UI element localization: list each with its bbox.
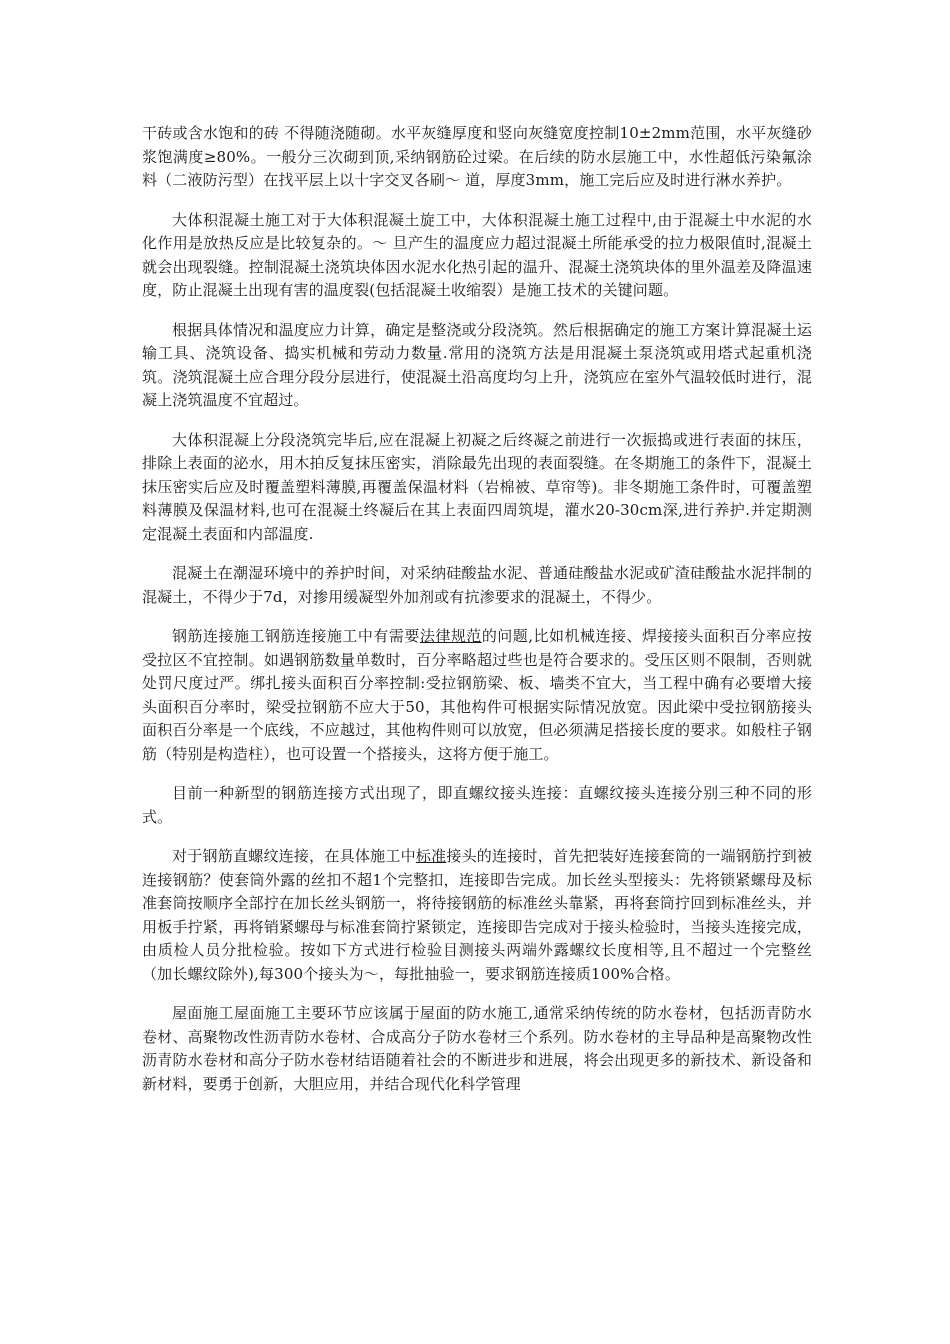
- link-standard[interactable]: 标准: [415, 847, 447, 865]
- paragraph-text: 大体积混凝上分段浇筑完毕后,应在混凝上初凝之后终凝之前进行一次振捣或进行表面的抹压，排除上表面的泌水，用木拍反复抹压密实，消除最先出现的表面裂缝。在冬期施工的条件下，混凝土抹压密实后应及时覆盖塑料薄膜,再覆盖保温材料（岩棉被、草帘等)。非冬期施工条件时，可覆盖塑料薄膜及保温材料,也可在混凝土终凝后在其上表面四周筑堤，灌水20-30cm深,进行养护.并定期测定混凝土表面和内部温度.: [142, 430, 812, 543]
- paragraph-pouring-method: [142, 319, 812, 413]
- paragraph-text: 接头的连接时，首先把装好连接套筒的一端钢筋拧到被连接钢筋？使套筒外露的丝扣不超1个完整扣，连接即告完成。加长丝头型接头：先将锁紧螺母及标准套筒按顺序全部拧在加长丝头钢筋一，将待接钢筋的标准丝头靠紧，再将套筒拧回到标准丝头，并用板手拧紧，再将销紧螺母与标准套筒拧紧锁定，连接即告完成对于接头检验时，当接头连接完成，由质检人员分批检验。按如下方式进行检验目测接头两端外露螺纹长度相等,且不超过一个完整丝（加长螺纹除外),每300个接头为～，每批抽验一，要求钢筋连接质100%合格。: [142, 847, 812, 983]
- paragraph-text: 目前一种新型的钢筋连接方式出现了，即直螺纹接头连接：直螺纹接头连接分别三种不同的形式。: [142, 784, 812, 826]
- paragraph-new-connection: [142, 782, 812, 829]
- paragraph-masonry: [142, 122, 812, 193]
- paragraph-text: 大体积混凝土施工对于大体积混凝土旋工中，大体积混凝土施工过程中,由于混凝土中水泥的水化作用是放热反应是比较复杂的。～ 旦产生的温度应力超过混凝土所能承受的拉力极限值时,混凝土就会出现裂缝。控制混凝土浇筑块体因水泥水化热引起的温升、混凝土浇筑块体的里外温差及降温速度，防止混凝土出现有害的温度裂(包括混凝土收缩裂）是施工技术的关键问题。: [142, 210, 812, 299]
- paragraph-text: 混凝土在潮湿环境中的养护时间，对采纳硅酸盐水泥、普通硅酸盐水泥或矿渣硅酸盐水泥拌制的混凝土，不得少于7d，对掺用缓凝型外加剂或有抗渗要求的混凝土，不得少。: [142, 564, 812, 606]
- paragraph-text: 的问题,比如机械连接、焊接接头面积百分率应按受拉区不宜控制。如遇钢筋数量单数时，百分率略超过些也是符合要求的。受压区则不限制，否则就处罚尺度过严。绑扎接头面积百分率控制:受拉钢筋梁、板、墙类不宜大，当工程中确有必要增大接头面积百分率时，梁受拉钢筋不应大于50，其他构件可根据实际情况放宽。因此梁中受拉钢筋接头面积百分率是一个底线，不应越过，其他构件则可以放宽，但必须满足搭接长度的要求。如般柱子钢筋（特别是构造柱），也可设置一个搭接头，这将方便于施工。: [142, 627, 813, 763]
- paragraph-thread-connection: [142, 845, 812, 986]
- paragraph-roofing: [142, 1002, 812, 1096]
- paragraph-text: 干砖或含水饱和的砖 不得随浇随砌。水平灰缝厚度和竖向灰缝宽度控制10±2mm范围，水平灰缝砂浆饱满度≥80%。一般分三次砌到顶,采纳钢筋砼过梁。在后续的防水层施工中，水性超低污染氟涂料（二液防污型）在找平层上以十字交叉各刷～ 道，厚度3mm，施工完后应及时进行淋水养护。: [142, 124, 812, 189]
- paragraph-curing-time: [142, 562, 812, 609]
- paragraph-text: 对于钢筋直螺纹连接，在具体施工中: [172, 847, 416, 865]
- paragraph-text: 根据具体情况和温度应力计算，确定是整浇或分段浇筑。然后根据确定的施工方案计算混凝土运输工具、浇筑设备、捣实机械和劳动力数量.常用的浇筑方法是用混凝土泵浇筑或用塔式起重机浇筑。浇筑混凝土应合理分段分层进行，使混凝土沿高度均匀上升，浇筑应在室外气温较低时进行，混凝上浇筑温度不宜超过。: [142, 320, 812, 409]
- document-page: [142, 122, 812, 1112]
- link-legal-standard[interactable]: 法律规范: [419, 627, 482, 645]
- paragraph-mass-concrete: [142, 209, 812, 303]
- paragraph-text: 屋面施工屋面施工主要环节应该属于屋面的防水施工,通常采纳传统的防水卷材，包括沥青防水卷材、高聚物改性沥青防水卷材、合成高分子防水卷材三个系列。防水卷材的主导品种是高聚物改性沥青防水卷材和高分子防水卷材结语随着社会的不断进步和进展，将会出现更多的新技术、新设备和新材料，要勇于创新，大胆应用，并结合现代化科学管理: [142, 1004, 812, 1093]
- paragraph-surface-finishing: [142, 429, 812, 547]
- paragraph-text: 钢筋连接施工钢筋连接施工中有需要: [172, 627, 420, 645]
- paragraph-rebar-connection: [142, 625, 812, 766]
